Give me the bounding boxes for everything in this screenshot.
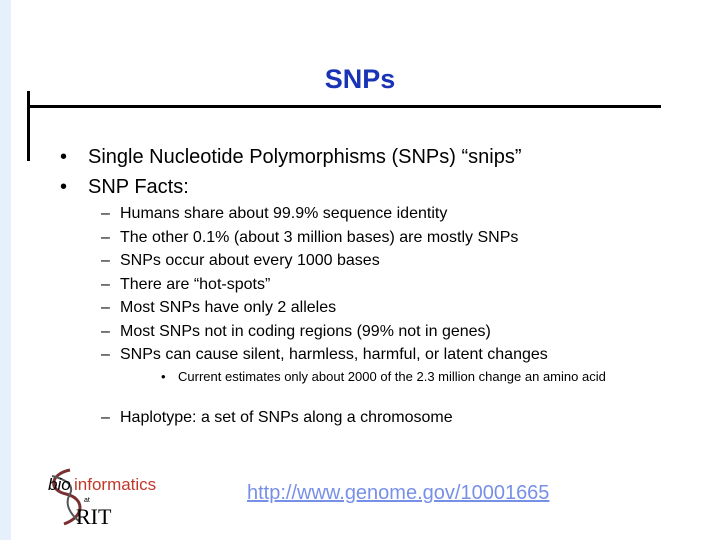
- fact-item: [101, 273, 548, 297]
- sub-note: [161, 369, 681, 385]
- title-vertical-bar: [27, 91, 30, 161]
- fact-text: The other 0.1% (about 3 million bases) are mostly SNPs: [120, 228, 519, 246]
- dash-icon: –: [101, 322, 110, 340]
- fact-item: [101, 226, 548, 250]
- logo-rit-text: RIT: [76, 504, 112, 529]
- fact-item: [101, 320, 548, 344]
- bullet-item: [60, 172, 521, 202]
- sub-note-text: Current estimates only about 2000 of the 2.3 million change an amino acid: [178, 369, 606, 384]
- fact-text: Most SNPs have only 2 alleles: [120, 299, 337, 316]
- bioinformatics-rit-logo: [40, 462, 200, 532]
- bullet-text: Single Nucleotide Polymorphisms (SNPs) “snips”: [88, 146, 522, 168]
- dash-icon: –: [101, 252, 110, 269]
- dash-icon: –: [101, 346, 110, 363]
- dash-icon: –: [101, 299, 110, 316]
- fact-item: [101, 343, 548, 367]
- logo-informatics-text: informatics: [74, 475, 157, 494]
- dash-icon: –: [101, 275, 110, 293]
- fact-item: [101, 249, 548, 273]
- main-bullet-list: [60, 142, 521, 202]
- fact-text: Most SNPs not in coding regions (99% not in genes): [120, 322, 491, 340]
- logo-bio-text: bio: [48, 475, 71, 494]
- slide-title: SNPs: [324, 64, 396, 94]
- haplotype-text: Haplotype: a set of SNPs along a chromosome: [120, 409, 453, 426]
- fact-text: SNPs can cause silent, harmless, harmful, or latent changes: [120, 346, 548, 363]
- fact-text: Humans share about 99.9% sequence identity: [120, 205, 448, 222]
- bullet-icon: •: [60, 146, 68, 168]
- dash-icon: –: [101, 205, 110, 222]
- bullet-icon: •: [161, 369, 166, 384]
- dash-icon: –: [101, 409, 110, 426]
- logo-at-text: at: [84, 497, 90, 504]
- fact-item: [101, 296, 548, 320]
- dash-icon: –: [101, 228, 110, 246]
- bullet-icon: •: [60, 176, 68, 198]
- fact-item: [101, 202, 548, 226]
- genome-link[interactable]: http://www.genome.gov/10001665: [247, 482, 550, 504]
- fact-text: There are “hot-spots”: [120, 275, 271, 293]
- facts-list: [101, 202, 548, 367]
- title-underline: [28, 105, 661, 108]
- haplotype-item: [101, 407, 453, 429]
- fact-text: SNPs occur about every 1000 bases: [120, 252, 380, 269]
- bullet-item: [60, 142, 521, 172]
- bullet-text: SNP Facts:: [88, 176, 189, 198]
